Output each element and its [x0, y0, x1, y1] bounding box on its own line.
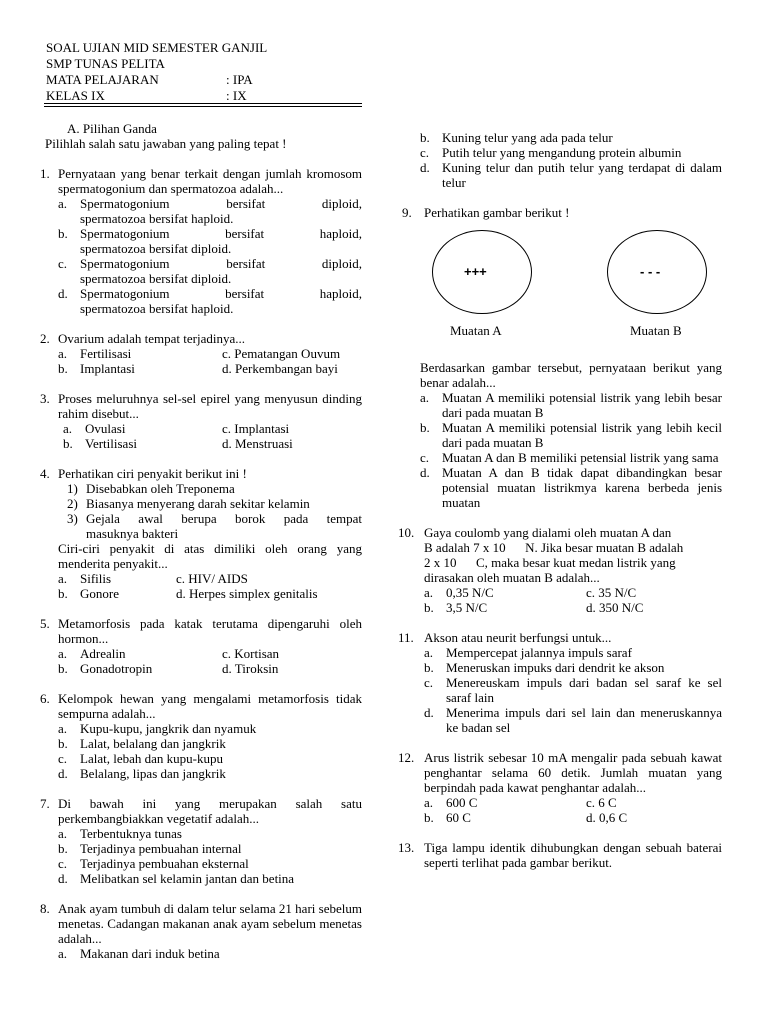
option-text: Terjadinya pembuahan internal — [80, 841, 242, 856]
section-instruction: Pilihlah salah satu jawaban yang paling tepat ! — [45, 136, 287, 151]
option-letter: a. — [424, 795, 434, 810]
option-c — [58, 856, 362, 871]
option-letter: b. — [63, 436, 73, 451]
question-5 — [40, 616, 362, 676]
option-letter: a. — [58, 646, 68, 661]
question-number: 10. — [398, 525, 415, 540]
option-letter: c. — [58, 256, 68, 271]
question-8 — [40, 901, 362, 961]
option-letter: b. — [58, 586, 68, 601]
option-text: Spermatogonium bersifat diploid, — [80, 196, 362, 211]
subject-label: MATA PELAJARAN — [46, 72, 159, 87]
question-line: 2 x 10 C, maka besar kuat medan listrik yang — [424, 555, 676, 570]
option-a — [58, 346, 222, 361]
exam-header — [46, 40, 366, 104]
header-school: SMP TUNAS PELITA — [46, 56, 165, 71]
option-text: Muatan A memiliki potensial listrik yang lebih kecil dari pada muatan B — [442, 420, 722, 450]
option-a — [424, 585, 586, 600]
question-text: Pernyataan yang benar terkait dengan jumlah kromosom spermatogonium dan spermatozoa adalah... — [58, 166, 362, 196]
option-b — [58, 736, 362, 751]
option-text: spermatozoa bersifat diploid. — [80, 241, 232, 256]
question-text: Akson atau neurit berfungsi untuk... — [424, 630, 612, 645]
question-text: Di bawah ini yang merupakan salah satu perkembangbiakkan vegetatif adalah... — [58, 796, 362, 826]
charge-a-sign: +++ — [464, 264, 487, 279]
option-text: Belalang, lipas dan jangkrik — [80, 766, 226, 781]
option-c — [420, 450, 722, 465]
question-text: Perhatikan gambar berikut ! — [424, 205, 570, 220]
option-text: Gonadotropin — [80, 661, 153, 676]
question-13 — [398, 840, 722, 870]
option-text: 600 C — [446, 795, 478, 810]
option-letter: a. — [58, 946, 68, 961]
question-text: Tiga lampu identik dihubungkan dengan sebuah baterai seperti terlihat pada gambar berikut. — [424, 840, 722, 870]
option-b — [424, 660, 722, 675]
option-c: c. Kortisan — [222, 646, 280, 661]
option-a — [58, 646, 222, 661]
option-d: d. Perkembangan bayi — [222, 361, 338, 376]
option-a — [58, 421, 222, 436]
option-a — [424, 645, 722, 660]
question-number: 11. — [398, 630, 414, 645]
option-text: spermatozoa bersifat diploid. — [80, 271, 232, 286]
question-text — [424, 525, 722, 585]
option-b — [58, 436, 222, 451]
header-title: SOAL UJIAN MID SEMESTER GANJIL — [46, 40, 268, 55]
question-text: Ciri-ciri penyakit di atas dimiliki oleh orang yang menderita penyakit... — [58, 541, 362, 571]
list-item — [67, 481, 362, 496]
question-10 — [398, 525, 722, 615]
question-text: Ovarium adalah tempat terjadinya... — [58, 331, 245, 346]
option-text: Kuning telur yang ada pada telur — [442, 130, 613, 145]
question-text: Anak ayam tumbuh di dalam telur selama 21 hari sebelum menetas. Cadangan makanan anak ayam sebelum menetas adalah... — [58, 901, 362, 946]
option-b — [58, 586, 176, 601]
option-d: d. Herpes simplex genitalis — [176, 586, 318, 601]
option-c: c. 6 C — [586, 795, 617, 810]
option-letter: b. — [58, 736, 68, 751]
option-letter: d. — [58, 766, 68, 781]
option-text: Ovulasi — [85, 421, 126, 436]
option-c: c. 35 N/C — [586, 585, 637, 600]
option-letter: c. — [424, 675, 434, 690]
option-text: Makanan dari induk betina — [80, 946, 220, 961]
question-line: Gaya coulomb yang dialami oleh muatan A dan — [424, 525, 672, 540]
option-letter: a. — [58, 721, 68, 736]
item-text: Disebabkan oleh Treponema — [86, 481, 235, 496]
option-text: Kupu-kupu, jangkrik dan nyamuk — [80, 721, 257, 736]
option-text: Gonore — [80, 586, 119, 601]
option-letter: a. — [58, 196, 68, 211]
option-a — [58, 571, 176, 586]
header-rule-top — [44, 103, 362, 104]
option-letter: b. — [58, 841, 68, 856]
option-letter: d. — [420, 160, 430, 175]
question-7 — [40, 796, 362, 886]
option-letter: a. — [420, 390, 430, 405]
option-c: c. HIV/ AIDS — [176, 571, 248, 586]
section-title: A. Pilihan Ganda — [67, 121, 157, 136]
question-3 — [40, 391, 362, 451]
option-text: Putih telur yang mengandung protein albumin — [442, 145, 682, 160]
question-number: 1. — [40, 166, 50, 181]
question-4 — [40, 466, 362, 601]
option-text: Muatan A memiliki potensial listrik yang lebih besar dari pada muatan B — [442, 390, 722, 420]
option-b — [420, 130, 722, 145]
option-c — [420, 145, 722, 160]
option-text: Terjadinya pembuahan eksternal — [80, 856, 249, 871]
class-label: KELAS IX — [46, 88, 105, 103]
option-text: Mempercepat jalannya impuls saraf — [446, 645, 632, 660]
option-letter: c. — [58, 751, 68, 766]
option-letter: a. — [63, 421, 73, 436]
option-d: d. Tiroksin — [222, 661, 279, 676]
option-letter: d. — [58, 871, 68, 886]
option-text: spermatozoa bersifat haploid. — [80, 301, 234, 316]
item-text: masuknya bakteri — [86, 526, 179, 541]
question-number: 9. — [402, 205, 412, 220]
option-letter: c. — [58, 856, 68, 871]
option-text: Implantasi — [80, 361, 135, 376]
question-9 — [402, 205, 722, 510]
question-11 — [398, 630, 722, 735]
option-b — [58, 361, 222, 376]
item-text: Gejala awal berupa borok pada tempat — [86, 511, 362, 526]
left-column — [40, 121, 362, 961]
option-letter: c. — [420, 145, 430, 160]
option-text: Menerima impuls dari sel lain dan meneruskannya ke badan sel — [446, 705, 722, 735]
option-letter: a. — [58, 346, 68, 361]
option-b — [58, 661, 222, 676]
option-letter: c. — [420, 450, 430, 465]
option-b — [58, 841, 362, 856]
option-text: Adrealin — [80, 646, 126, 661]
item-number: 2) — [67, 496, 78, 511]
option-letter: a. — [424, 585, 434, 600]
option-text: Lalat, lebah dan kupu-kupu — [80, 751, 223, 766]
option-letter: b. — [420, 420, 430, 435]
list-item — [67, 511, 362, 541]
label-muatan-b: Muatan B — [630, 323, 682, 338]
option-c: c. Implantasi — [222, 421, 290, 436]
option-a — [424, 795, 586, 810]
subject-value: : IPA — [226, 72, 253, 87]
option-letter: d. — [424, 705, 434, 720]
option-c — [424, 675, 722, 705]
question-8-continued — [402, 130, 722, 190]
option-letter: a. — [58, 571, 68, 586]
option-text: Spermatogonium bersifat haploid, — [80, 286, 362, 301]
charge-b-sign: - - - — [640, 264, 661, 279]
item-number: 1) — [67, 481, 78, 496]
question-text: Metamorfosis pada katak terutama dipengaruhi oleh hormon... — [58, 616, 362, 646]
option-text: Sifilis — [80, 571, 112, 586]
option-text: Terbentuknya tunas — [80, 826, 182, 841]
question-text: Proses meluruhnya sel-sel epirel yang menyusun dinding rahim disebut... — [58, 391, 362, 421]
option-d: d. Menstruasi — [222, 436, 293, 451]
question-6 — [40, 691, 362, 781]
question-line: dirasakan oleh muatan B adalah... — [424, 570, 600, 585]
option-text: Melibatkan sel kelamin jantan dan betina — [80, 871, 295, 886]
option-d: d. 350 N/C — [586, 600, 644, 615]
option-letter: b. — [58, 361, 68, 376]
option-letter: b. — [424, 600, 434, 615]
question-text: Kelompok hewan yang mengalami metamorfosis tidak sempurna adalah... — [58, 691, 362, 721]
option-letter: d. — [420, 465, 430, 480]
option-letter: b. — [58, 661, 68, 676]
item-text: Biasanya menyerang darah sekitar kelamin — [86, 496, 310, 511]
question-number: 13. — [398, 840, 415, 855]
option-text: 3,5 N/C — [446, 600, 488, 615]
question-line: B adalah 7 x 10 N. Jika besar muatan B adalah — [424, 540, 684, 555]
question-number: 2. — [40, 331, 50, 346]
question-number: 4. — [40, 466, 50, 481]
option-d — [58, 286, 362, 316]
question-1 — [40, 166, 362, 316]
option-text: Kuning telur dan putih telur yang terdapat di dalam telur — [442, 160, 722, 190]
option-letter: b. — [58, 226, 68, 241]
option-text: Fertilisasi — [80, 346, 132, 361]
option-d — [424, 705, 722, 735]
option-b — [420, 420, 722, 450]
option-c — [58, 256, 362, 286]
option-d — [420, 465, 722, 510]
option-text: Meneruskan impuks dari dendrit ke akson — [446, 660, 665, 675]
charge-figure — [402, 220, 722, 340]
option-a — [58, 946, 362, 961]
option-text: Muatan A dan B tidak dapat dibandingkan besar potensial muatan listrikmya karena berbeda jenis muatan — [442, 465, 722, 510]
option-letter: d. — [58, 286, 68, 301]
list-item — [67, 496, 362, 511]
right-column — [398, 130, 722, 870]
option-b — [424, 600, 586, 615]
question-number: 12. — [398, 750, 415, 765]
option-d — [58, 766, 362, 781]
question-12 — [398, 750, 722, 825]
option-d: d. 0,6 C — [586, 810, 628, 825]
header-subject-row — [46, 72, 366, 88]
header-class-row — [46, 88, 366, 104]
class-value: : IX — [226, 88, 247, 103]
option-text: Spermatogonium bersifat haploid, — [80, 226, 362, 241]
option-text: 60 C — [446, 810, 471, 825]
question-number: 8. — [40, 901, 50, 916]
question-number: 3. — [40, 391, 50, 406]
option-a — [58, 196, 362, 226]
question-text: Perhatikan ciri penyakit berikut ini ! — [58, 466, 247, 481]
question-text: Arus listrik sebesar 10 mA mengalir pada sebuah kawat penghantar selama 60 detik. Jumlah muatan yang berpindah pada kawat penghantar adalah... — [424, 750, 722, 795]
option-text: Lalat, belalang dan jangkrik — [80, 736, 226, 751]
question-number: 7. — [40, 796, 50, 811]
option-letter: a. — [58, 826, 68, 841]
option-text: Menereuskam impuls dari badan sel saraf ke sel saraf lain — [446, 675, 722, 705]
option-letter: b. — [420, 130, 430, 145]
header-rule-bottom — [44, 106, 362, 107]
option-d — [420, 160, 722, 190]
question-2 — [40, 331, 362, 376]
option-c — [58, 751, 362, 766]
option-a — [58, 826, 362, 841]
item-number: 3) — [67, 511, 78, 526]
question-number: 6. — [40, 691, 50, 706]
option-text: Vertilisasi — [85, 436, 137, 451]
option-letter: b. — [424, 810, 434, 825]
option-b — [58, 226, 362, 256]
question-text: Berdasarkan gambar tersebut, pernyataan berikut yang benar adalah... — [420, 360, 722, 390]
option-c: c. Pematangan Ouvum — [222, 346, 341, 361]
option-a — [58, 721, 362, 736]
option-b — [424, 810, 586, 825]
option-text: Muatan A dan B memiliki petensial listrik yang sama — [442, 450, 719, 465]
question-number: 5. — [40, 616, 50, 631]
option-a — [420, 390, 722, 420]
option-letter: a. — [424, 645, 434, 660]
label-muatan-a: Muatan A — [450, 323, 502, 338]
option-d — [58, 871, 362, 886]
option-text: 0,35 N/C — [446, 585, 494, 600]
option-text: Spermatogonium bersifat diploid, — [80, 256, 362, 271]
option-letter: b. — [424, 660, 434, 675]
option-text: spermatozoa bersifat haploid. — [80, 211, 234, 226]
